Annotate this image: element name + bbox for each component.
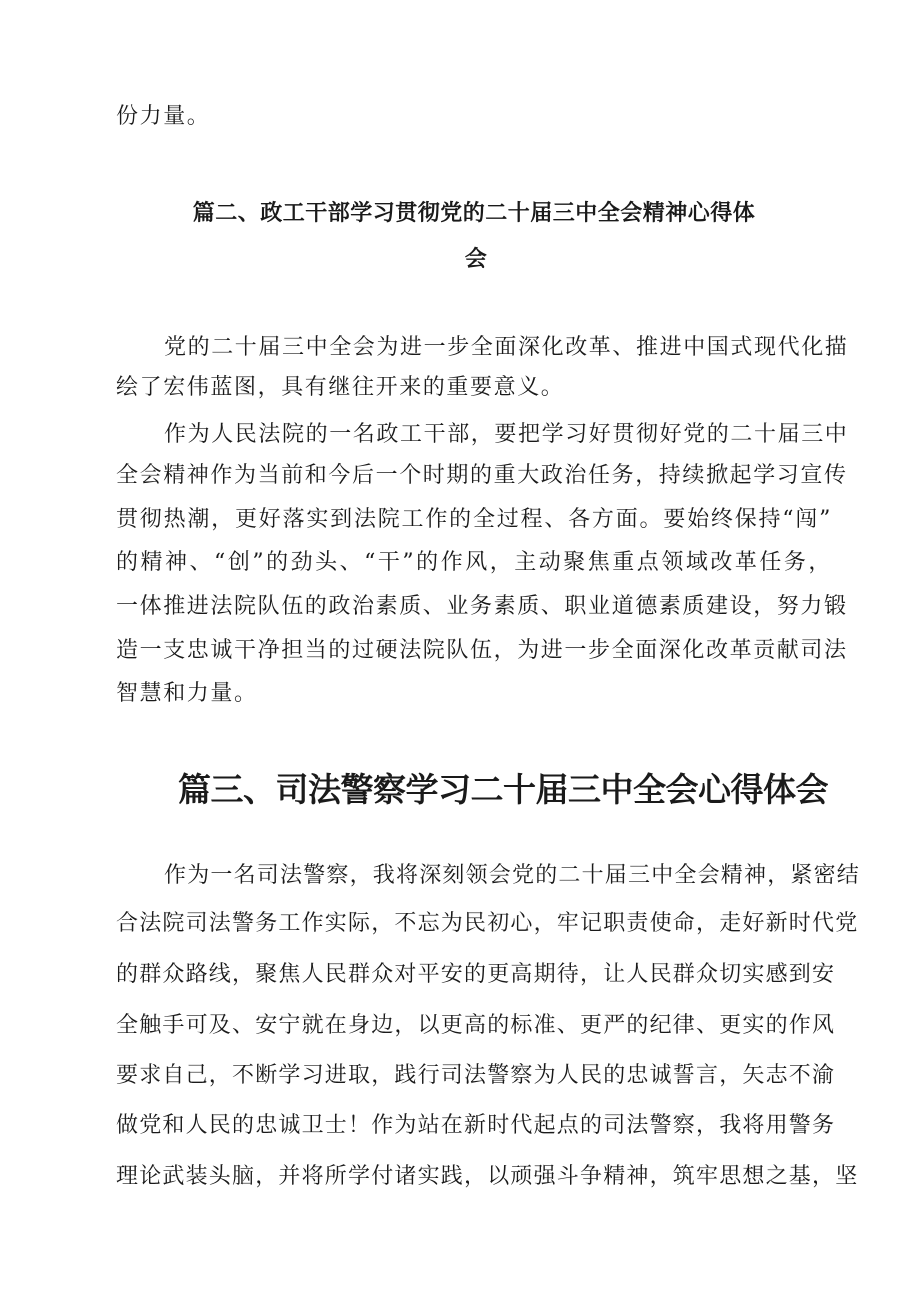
section3-p1-line: 理论武装头脑，并将所学付诸实践，以顽强斗争精神，筑牢思想之基，坚 bbox=[116, 1164, 859, 1189]
section2-title-line2: 会 bbox=[464, 247, 488, 272]
section3-p1-line: 要求自己，不断学习进取，践行司法警察为人民的忠诚誓言，矢志不渝 bbox=[116, 1063, 836, 1088]
section2-p1-line: 党的二十届三中全会为进一步全面深化改革、推进中国式现代化描 bbox=[164, 335, 849, 360]
section3-p1-line: 作为一名司法警察，我将深刻领会党的二十届三中全会精神，紧密结 bbox=[164, 863, 861, 888]
section2-p2-line: 造一支忠诚干净担当的过硬法院队伍，为进一步全面深化改革贡献司法 bbox=[116, 638, 848, 663]
section3-title: 篇三、司法警察学习二十届三中全会心得体会 bbox=[178, 770, 828, 809]
section2-title-line1: 篇二、政工干部学习贯彻党的二十届三中全会精神心得体 bbox=[192, 201, 756, 226]
section3-p1-line: 的群众路线，聚焦人民群众对平安的更高期待，让人民群众切实感到安 bbox=[116, 962, 836, 987]
section2-p1-line: 绘了宏伟蓝图，具有继往开来的重要意义。 bbox=[116, 375, 565, 400]
intro-line: 份力量。 bbox=[116, 104, 211, 129]
section3-p1-line: 做党和人民的忠诚卫士！作为站在新时代起点的司法警察，我将用警务 bbox=[116, 1113, 836, 1138]
section2-p2-line: 一体推进法院队伍的政治素质、业务素质、职业道德素质建设，努力锻 bbox=[116, 594, 848, 619]
section2-p2-line: 全会精神作为当前和今后一个时期的重大政治任务，持续掀起学习宣传 bbox=[116, 463, 848, 488]
section2-p2-line: 智慧和力量。 bbox=[116, 681, 258, 706]
section2-p2-line: 作为人民法院的一名政工干部，要把学习好贯彻好党的二十届三中 bbox=[164, 422, 849, 447]
section3-p1-line: 全触手可及、安宁就在身边，以更高的标准、更严的纪律、更实的作风 bbox=[116, 1013, 836, 1038]
section2-p2-line: 贯彻热潮，更好落实到法院工作的全过程、各方面。要始终保持“闯” bbox=[116, 507, 832, 532]
section2-p2-line: 的精神、“创”的劲头、“干”的作风，主动聚焦重点领域改革任务， bbox=[116, 550, 832, 575]
section3-p1-line: 合法院司法警务工作实际，不忘为民初心，牢记职责使命，走好新时代党 bbox=[116, 911, 859, 936]
